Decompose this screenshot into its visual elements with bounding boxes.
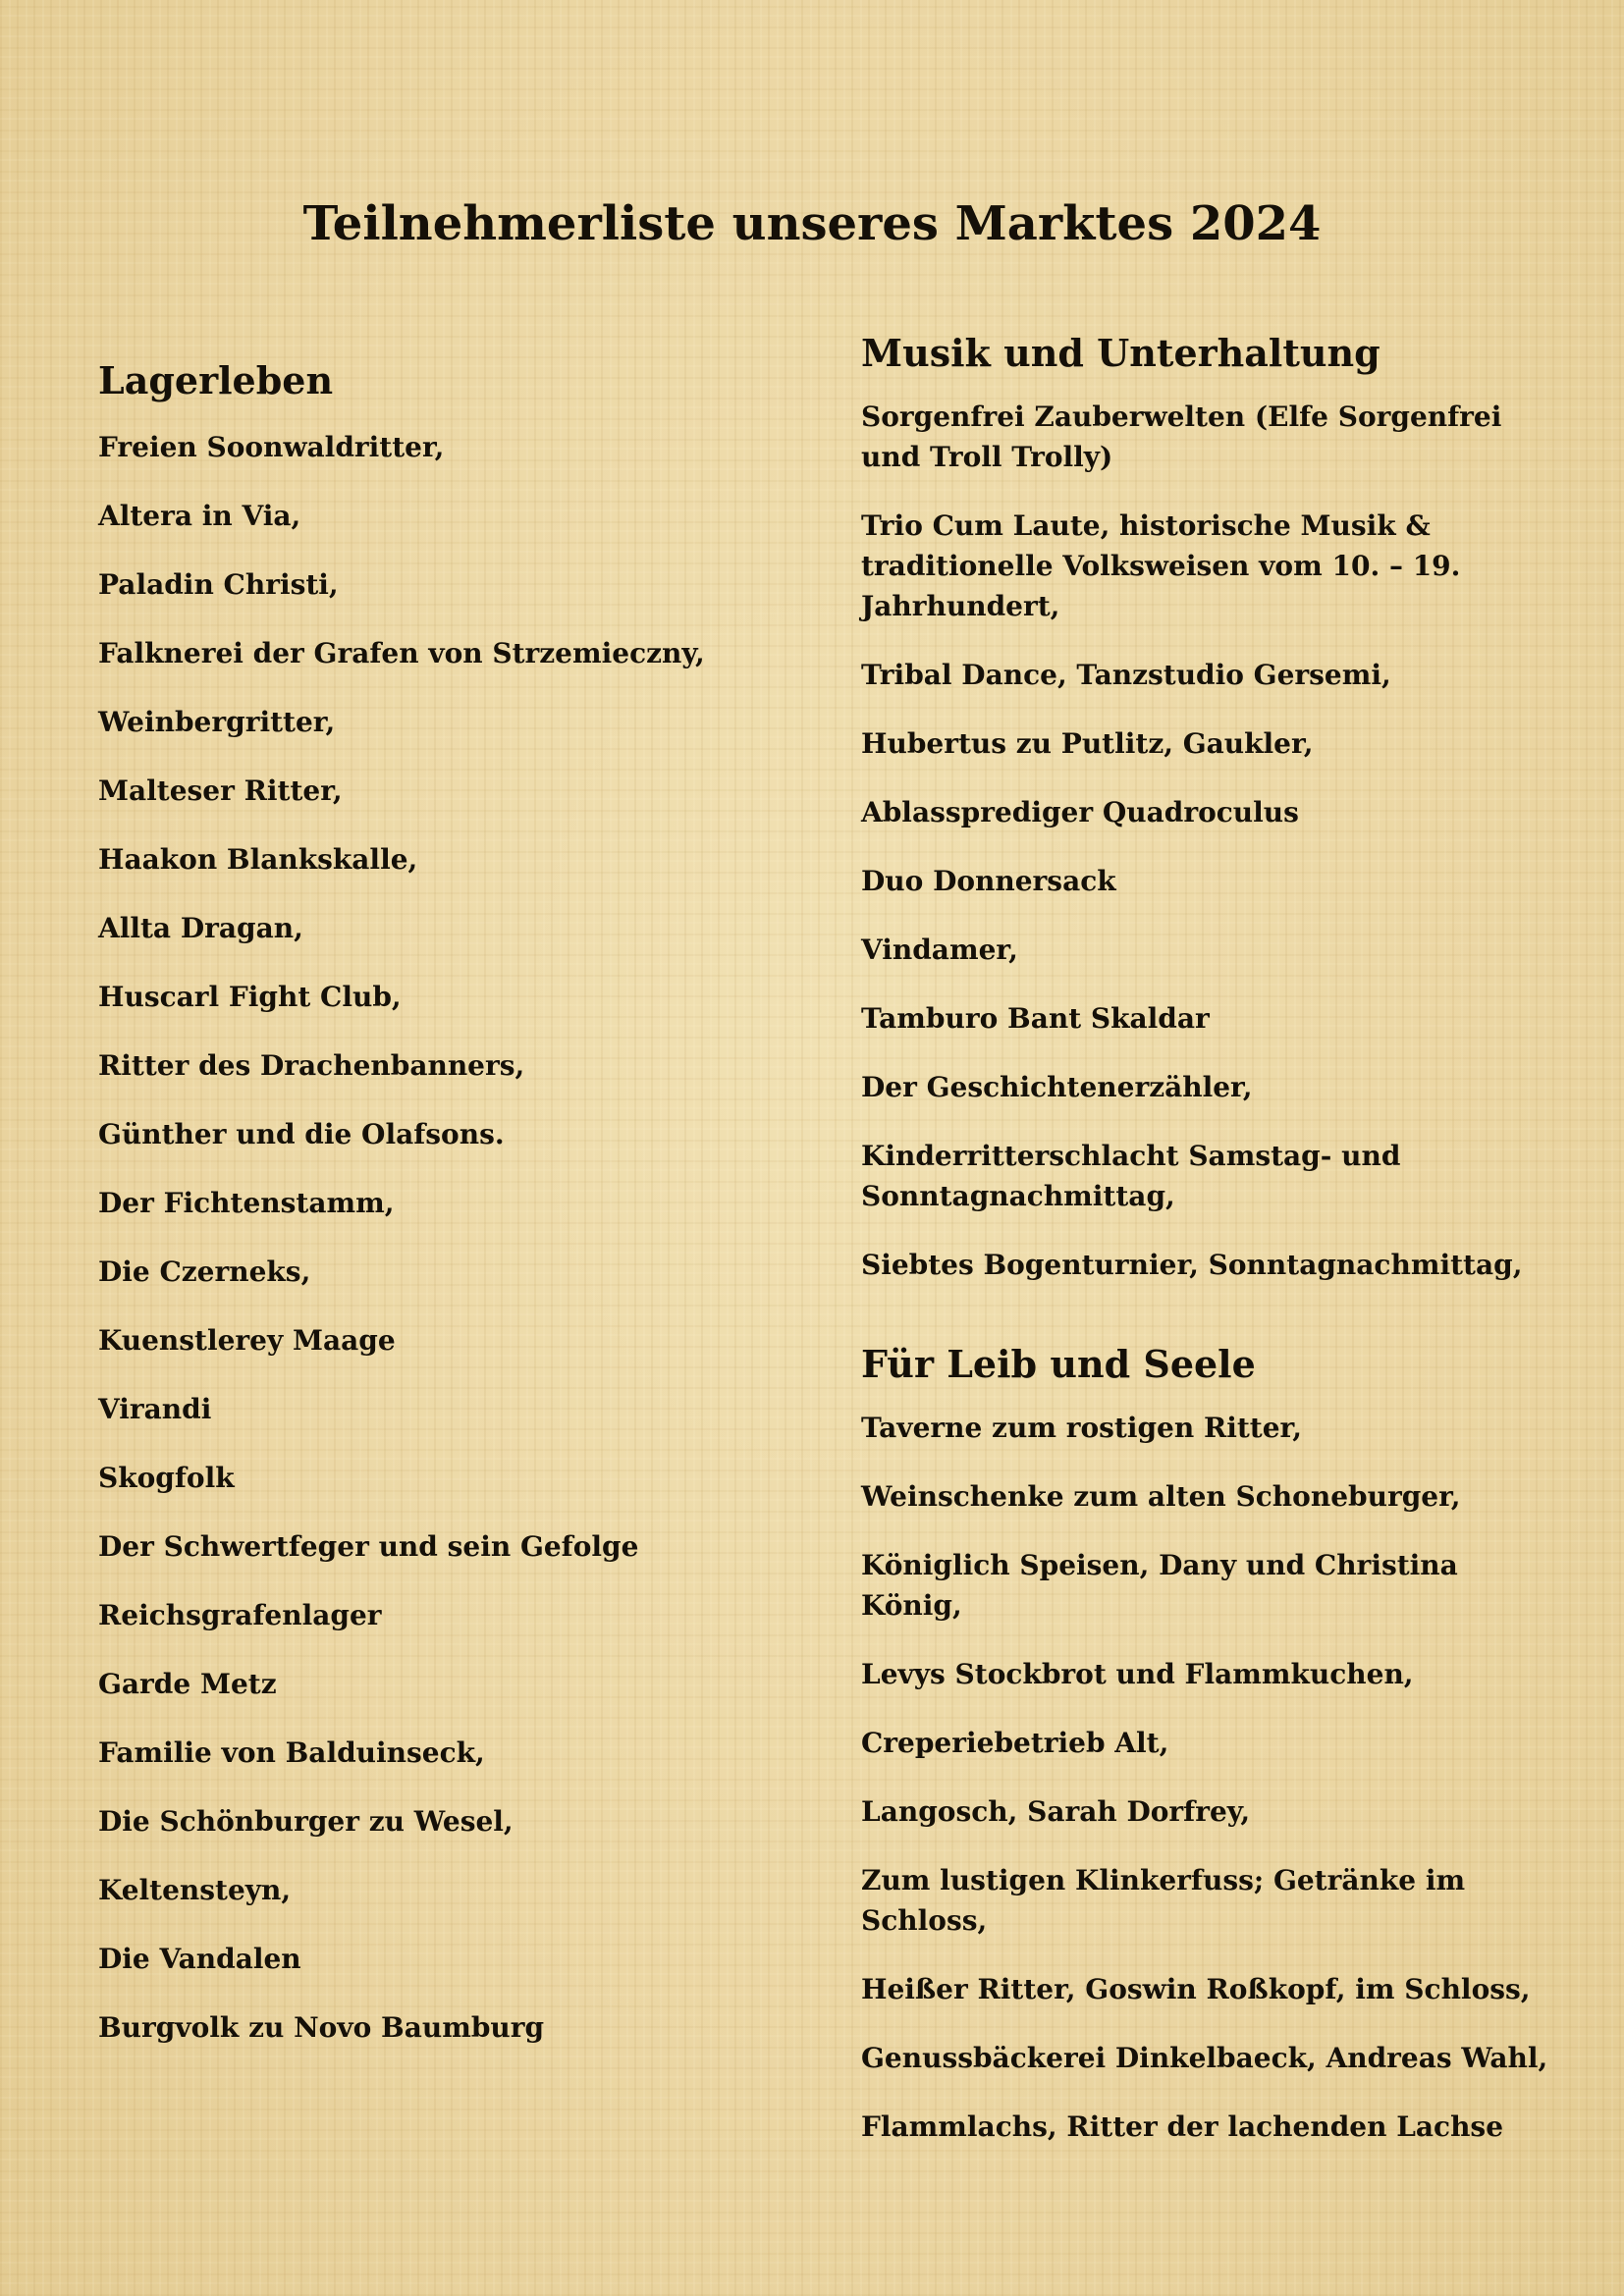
lagerleben-item: Allta Dragan, bbox=[98, 912, 303, 944]
musik-item: Tamburo Bant Skaldar bbox=[861, 1002, 1210, 1035]
lagerleben-item: Freien Soonwaldritter, bbox=[98, 431, 445, 463]
lagerleben-item: Der Schwertfeger und sein Gefolge bbox=[98, 1530, 639, 1563]
leib-seele-item: Heißer Ritter, Goswin Roßkopf, im Schloss, bbox=[861, 1973, 1531, 2005]
lagerleben-item: Huscarl Fight Club, bbox=[98, 981, 402, 1013]
lagerleben-item: Familie von Balduinseck, bbox=[98, 1736, 485, 1769]
lagerleben-item: Keltensteyn, bbox=[98, 1874, 292, 1906]
musik-item: Siebtes Bogenturnier, Sonntagnachmittag, bbox=[861, 1249, 1523, 1281]
section-heading-leib-seele: Für Leib und Seele bbox=[861, 1342, 1256, 1386]
musik-item: Sorgenfrei Zauberwelten (Elfe Sorgenfrei und Troll Trolly) bbox=[861, 400, 1502, 473]
leib-seele-list bbox=[861, 1408, 1548, 2147]
musik-item: Vindamer, bbox=[861, 934, 1018, 966]
lagerleben-item: Reichsgrafenlager bbox=[98, 1599, 382, 1631]
leib-seele-item: Genussbäckerei Dinkelbaeck, Andreas Wahl, bbox=[861, 2042, 1548, 2074]
lagerleben-list bbox=[98, 428, 805, 2077]
musik-list bbox=[861, 397, 1548, 1285]
lagerleben-item: Die Vandalen bbox=[98, 1943, 301, 1975]
musik-item: Duo Donnersack bbox=[861, 865, 1116, 897]
lagerleben-item: Garde Metz bbox=[98, 1668, 277, 1700]
lagerleben-item: Weinbergritter, bbox=[98, 706, 336, 738]
leib-seele-item: Zum lustigen Klinkerfuss; Getränke im Schloss, bbox=[861, 1864, 1466, 1937]
section-heading-lagerleben: Lagerleben bbox=[98, 358, 334, 402]
leib-seele-item: Flammlachs, Ritter der lachenden Lachse bbox=[861, 2110, 1504, 2143]
leib-seele-item: Königlich Speisen, Dany und Christina König, bbox=[861, 1549, 1458, 1622]
lagerleben-item: Skogfolk bbox=[98, 1462, 235, 1494]
lagerleben-item: Altera in Via, bbox=[98, 500, 301, 532]
left-column bbox=[98, 358, 805, 2077]
lagerleben-item: Burgvolk zu Novo Baumburg bbox=[98, 2011, 545, 2044]
lagerleben-item: Günther und die Olafsons. bbox=[98, 1118, 505, 1150]
lagerleben-item: Haakon Blankskalle, bbox=[98, 843, 418, 876]
leib-seele-item: Levys Stockbrot und Flammkuchen, bbox=[861, 1658, 1414, 1690]
musik-item: Tribal Dance, Tanzstudio Gersemi, bbox=[861, 659, 1391, 691]
lagerleben-item: Die Czerneks, bbox=[98, 1255, 311, 1288]
lagerleben-item: Paladin Christi, bbox=[98, 568, 339, 601]
leib-seele-item: Langosch, Sarah Dorfrey, bbox=[861, 1795, 1251, 1828]
lagerleben-item: Malteser Ritter, bbox=[98, 774, 343, 807]
lagerleben-item: Virandi bbox=[98, 1393, 212, 1425]
musik-item: Der Geschichtenerzähler, bbox=[861, 1071, 1253, 1103]
musik-item: Trio Cum Laute, historische Musik & traditionelle Volksweisen vom 10. – 19. Jahrhundert, bbox=[861, 509, 1461, 622]
page-title: Teilnehmerliste unseres Marktes 2024 bbox=[302, 196, 1322, 251]
lagerleben-item: Die Schönburger zu Wesel, bbox=[98, 1805, 514, 1838]
lagerleben-item: Ritter des Drachenbanners, bbox=[98, 1049, 525, 1082]
leib-seele-item: Weinschenke zum alten Schoneburger, bbox=[861, 1480, 1461, 1513]
musik-item: Kinderritterschlacht Samstag- und Sonntagnachmittag, bbox=[861, 1140, 1401, 1212]
lagerleben-item: Der Fichtenstamm, bbox=[98, 1187, 395, 1219]
lagerleben-item: Falknerei der Grafen von Strzemieczny, bbox=[98, 637, 705, 669]
musik-item: Ablassprediger Quadroculus bbox=[861, 796, 1299, 828]
section-heading-musik: Musik und Unterhaltung bbox=[861, 331, 1380, 375]
right-column bbox=[861, 331, 1548, 2175]
leib-seele-item: Taverne zum rostigen Ritter, bbox=[861, 1412, 1302, 1444]
lagerleben-item: Kuenstlerey Maage bbox=[98, 1324, 396, 1357]
musik-item: Hubertus zu Putlitz, Gaukler, bbox=[861, 727, 1314, 760]
leib-seele-item: Creperiebetrieb Alt, bbox=[861, 1727, 1169, 1759]
